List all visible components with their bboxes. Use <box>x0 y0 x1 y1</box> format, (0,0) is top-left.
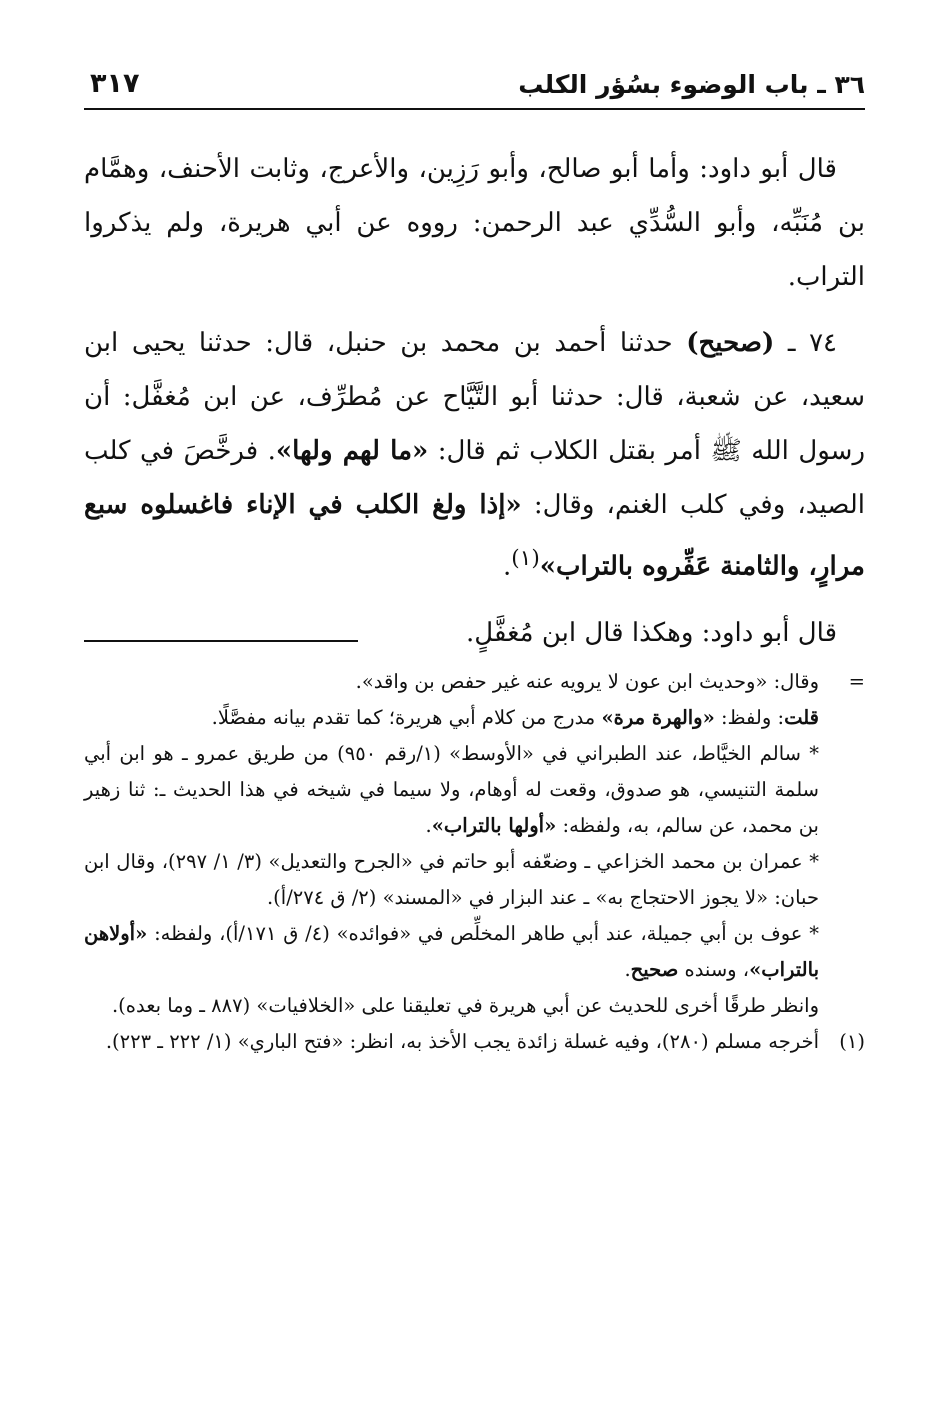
hadith-text-a: حدثنا أحمد بن محمد بن حنبل، قال: حدثنا يحيى ابن سعيد، عن شعبة، قال: حدثنا أبو التَّيَّاح عن مُطرِّف، عن ابن مُغفَّل: أن رسول الله ﷺ أمر بقتل الكلاب ثم قال: <box>84 328 865 466</box>
qultu-lead: قلت <box>784 706 819 729</box>
hadith-74 <box>84 316 865 594</box>
hadith-quote-b: «إذا ولغ الكلب في الإناء فاغسلوه سبع مرارٍ، والثامنة عَفِّروه بالتراب» <box>84 490 865 582</box>
qultu-bold: «والهرة مرة» <box>601 706 715 729</box>
qultu-text-1: : ولفظ: <box>714 706 785 729</box>
continuation-marker: = <box>848 670 865 693</box>
footnote-1-marker: (١) <box>839 1030 865 1053</box>
awf-bold-2: صحيح <box>630 958 679 981</box>
hadith-number: ٧٤ ـ <box>787 328 838 358</box>
footnote-ref-1: (١) <box>511 546 540 571</box>
page-number: ٣١٧ <box>90 68 140 99</box>
salim-text-1: * سالم الخيَّاط، عند الطبراني في «الأوسط» (١/رقم ٩٥٠) من طريق عمرو ـ هو ابن أبي سلمة التنيسي، هو صدوق، وقعت له أوهام، ولا سيما في شيخه في هذا الحديث ـ: ثنا زهير بن محمد، عن سالم، به، ولفظه: <box>84 742 820 837</box>
footnotes <box>84 664 865 1060</box>
hadith-quote-a: «ما لهم ولها» <box>275 436 429 466</box>
hadith-text-b: . فرخَّصَ في كلب الصيد، وفي كلب الغنم، وقال: <box>84 436 865 520</box>
awf-note <box>84 916 819 988</box>
awf-text-2: ، وسنده <box>678 958 750 981</box>
salim-bold: «أولها بالتراب» <box>431 814 557 837</box>
salim-text-2: . <box>425 814 432 837</box>
hadith-end: . <box>502 551 512 582</box>
awf-bold-1: «أولاهن بالتراب» <box>84 922 819 981</box>
unzur-note: وانظر طرقًا أخرى للحديث عن أبي هريرة في تعليقنا على «الخلافيات» (٨٨٧ ـ وما بعده). <box>111 994 819 1017</box>
awf-text-1: * عوف بن أبي جميلة، عند أبي طاهر المخلِّص في «فوائده» (٤/ ق ١٧١/أ)، ولفظه: <box>147 922 819 945</box>
awf-text-3: . <box>624 958 631 981</box>
footnote-1-text: أخرجه مسلم (٢٨٠)، وفيه غسلة زائدة يجب الأخذ به، انظر: «فتح الباري» (١/ ٢٢٢ ـ ٢٢٣). <box>105 1030 819 1053</box>
footnote-separator <box>84 640 358 642</box>
salim-note <box>84 736 819 844</box>
paragraph-abu-dawud-closing: قال أبو داود: وهكذا قال ابن مُغفَّلٍ. <box>466 617 837 648</box>
paragraph-abu-dawud-comment: قال أبو داود: وأما أبو صالح، وأبو رَزِين، والأعرج، وثابت الأحنف، وهمَّام بن مُنَبِّه، وأبو السُّدِّي عبد الرحمن: رووه عن أبي هريرة، ولم يذكروا التراب. <box>84 154 865 292</box>
running-title: ٣٦ ـ باب الوضوء بسُؤر الكلب <box>518 70 865 99</box>
qultu-note <box>84 700 819 736</box>
footnote-continuation <box>84 664 865 1024</box>
imran-note: * عمران بن محمد الخزاعي ـ وضعّفه أبو حاتم في «الجرح والتعديل» (٣/ ١/ ٢٩٧)، وقال ابن حبان: «لا يجوز الاحتجاج به» ـ عند البزار في «المسند» (٢/ ق ٢٧٤/أ). <box>84 850 819 909</box>
cont-line: وقال: «وحديث ابن عون لا يرويه عنه غير حفص بن واقد». <box>355 670 819 693</box>
hadith-grade: (صحيح) <box>686 328 775 358</box>
page-header <box>84 62 865 110</box>
main-text <box>84 142 865 672</box>
footnote-1 <box>84 1024 865 1060</box>
qultu-text-2: مدرج من كلام أبي هريرة؛ كما تقدم بيانه مفصَّلًا. <box>211 706 602 729</box>
